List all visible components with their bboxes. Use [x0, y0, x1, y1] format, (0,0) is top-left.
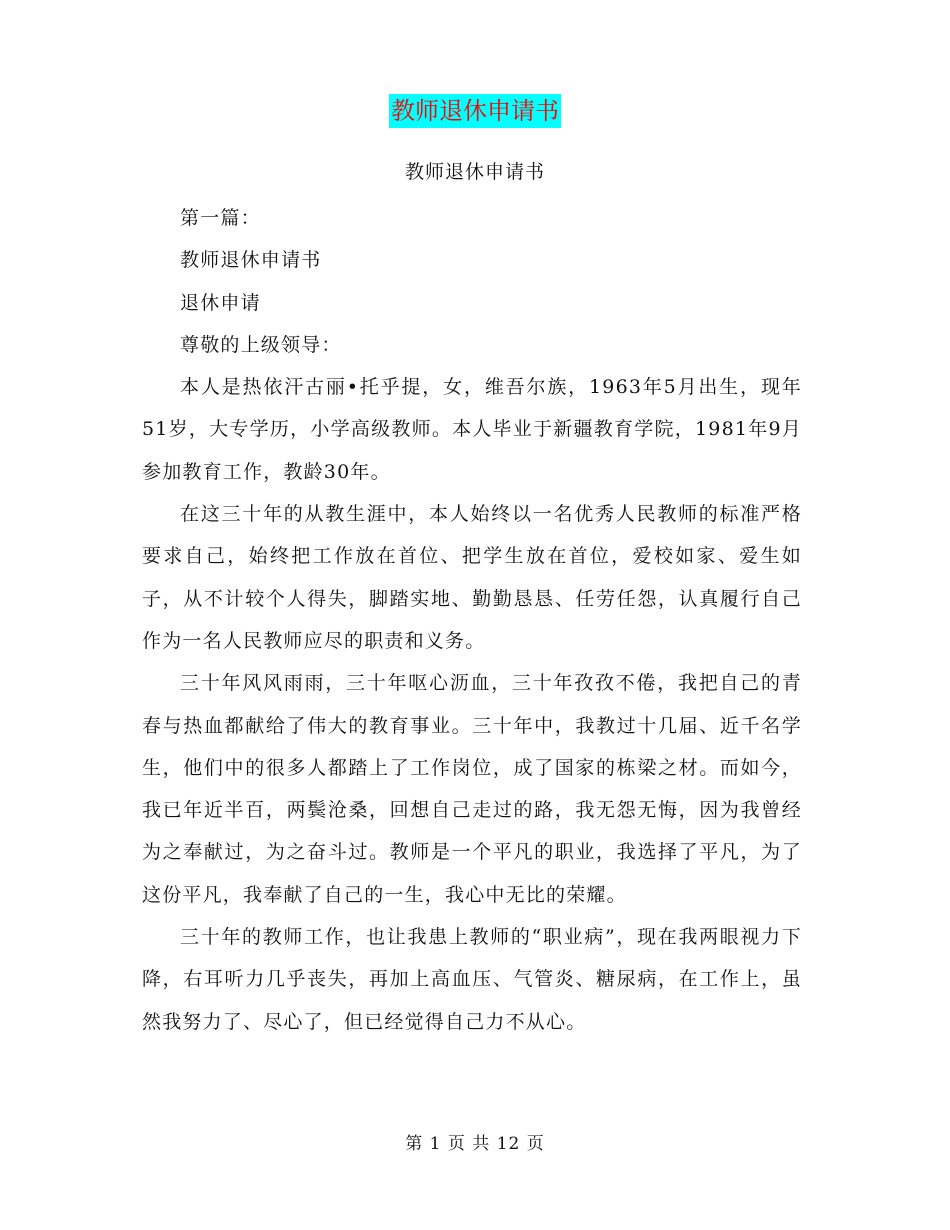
salutation: 尊敬的上级领导：	[180, 333, 342, 356]
body-paragraph: 在这三十年的从教生涯中，本人始终以一名优秀人民教师的标准严格要求自己，始终把工作放在首位、把学生放在首位，爱校如家、爱生如子，从不计较个人得失，脚踏实地、勤勤恳恳、任劳任怨，认真履行自己作为一名人民教师应尽的职责和义务。	[142, 503, 802, 652]
body-paragraph: 三十年风风雨雨，三十年呕心沥血，三十年孜孜不倦，我把自己的青春与热血都献给了伟大的教育事业。三十年中，我教过十几届、近千名学生，他们中的很多人都踏上了工作岗位，成了国家的栋梁之材。而如今，我已年近半百，两鬓沧桑，回想自己走过的路，我无怨无悔，因为我曾经为之奉献过，为之奋斗过。教师是一个平凡的职业，我选择了平凡，为了这份平凡，我奉献了自己的一生，我心中无比的荣耀。	[142, 672, 802, 906]
body-paragraph: 本人是热依汗古丽•托乎提，女，维吾尔族，1963年5月出生，现年51岁，大专学历，小学高级教师。本人毕业于新疆教育学院，1981年9月参加教育工作，教龄30年。	[142, 376, 802, 483]
page-footer: 第 1 页 共 12 页	[405, 1134, 545, 1154]
section-label: 第一篇：	[180, 207, 261, 229]
body-paragraph: 三十年的教师工作，也让我患上教师的“职业病”，现在我两眼视力下降，右耳听力几乎丧失，再加上高血压、气管炎、糖尿病，在工作上，虽然我努力了、尽心了，但已经觉得自己力不从心。	[142, 926, 802, 1033]
highlighted-title: 教师退休申请书	[389, 94, 561, 128]
letter-heading: 退休申请	[180, 291, 261, 314]
document-header	[0, 94, 950, 128]
section-title: 教师退休申请书	[180, 249, 322, 272]
document-subtitle: 教师退休申请书	[404, 161, 545, 183]
document-body	[142, 197, 802, 1043]
